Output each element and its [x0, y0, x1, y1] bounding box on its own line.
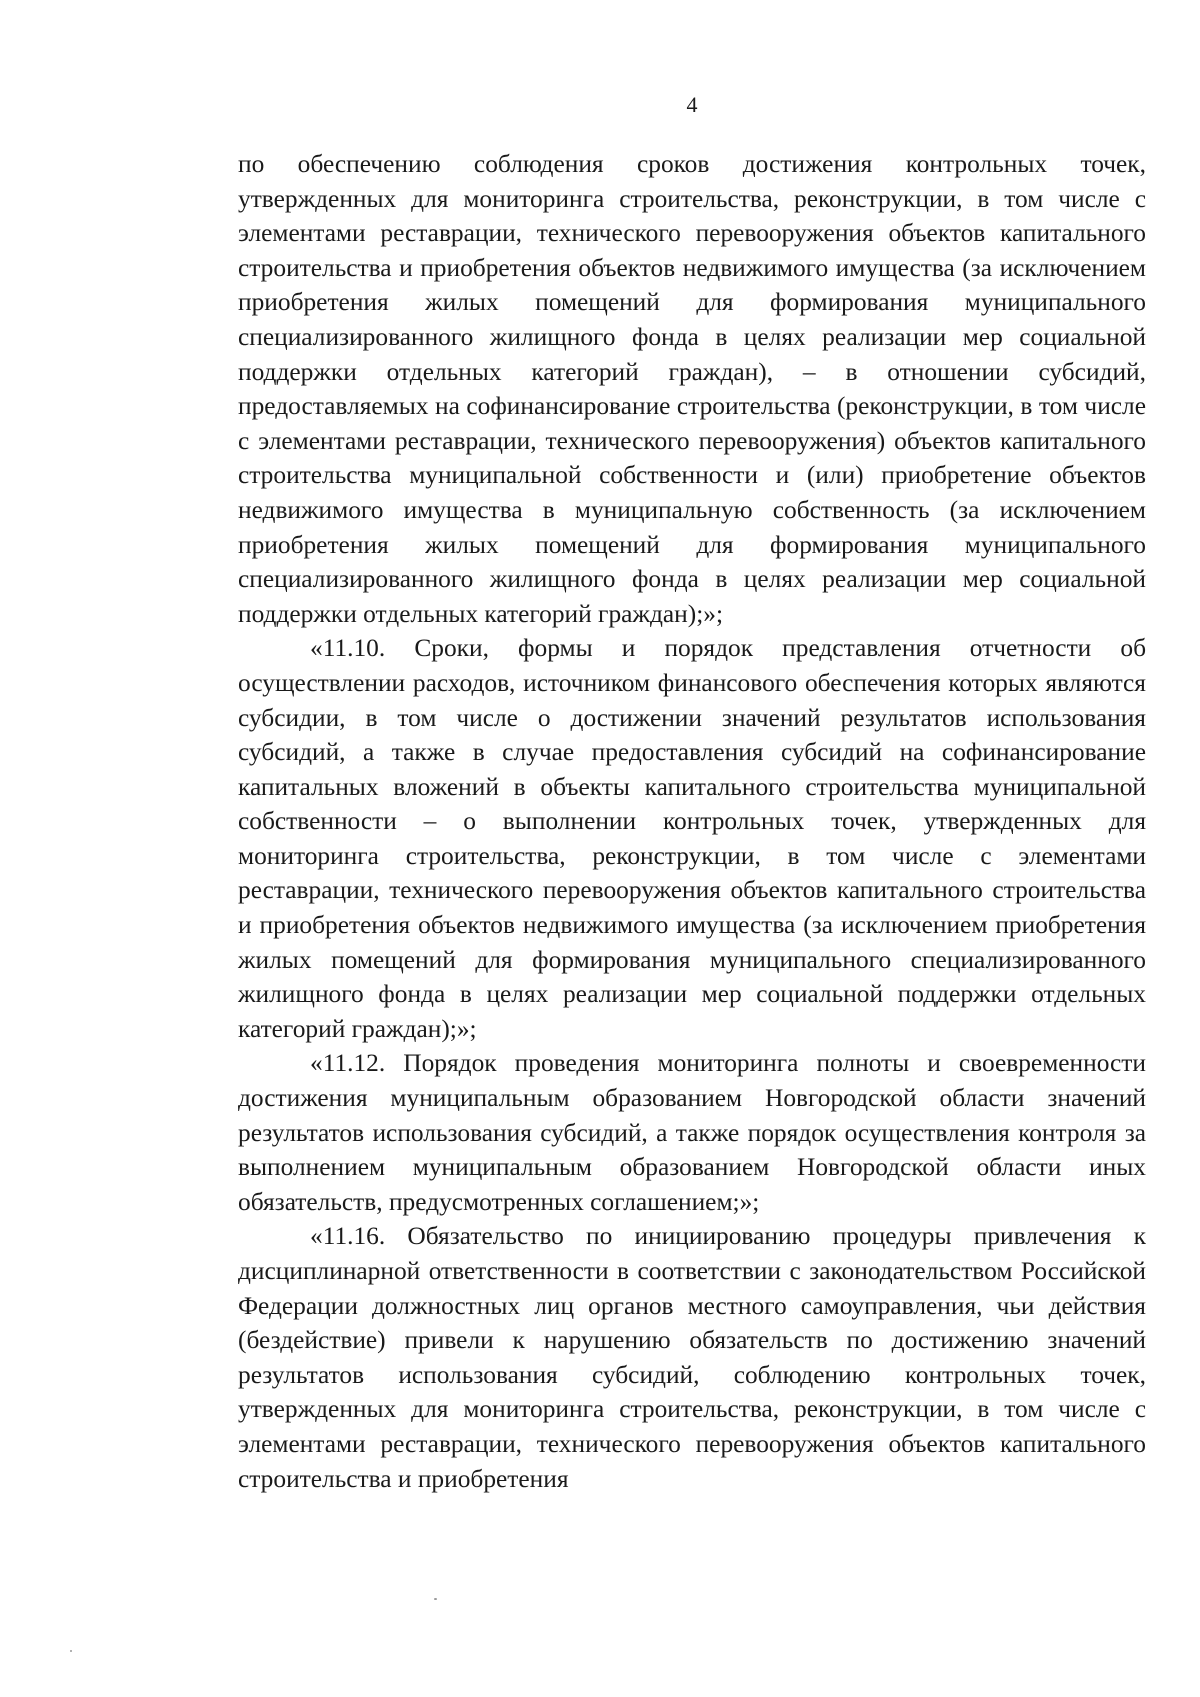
paragraph-item-11-16: «11.16. Обязательство по инициированию процедуры привлечения к дисциплинарной ответственности в соответствии с законодательством Российской Федерации должностных лиц органов местного самоуправления, чьи действия (бездействие) привели к нарушению обязательств по достижению значений результатов использования субсидий, соблюдению контрольных точек, утвержденных для мониторинга строительства, реконструкции, в том числе с элементами реставрации, технического перевооружения объектов капитального строительства и приобретения: [238, 1222, 1146, 1493]
page-number: 4: [686, 92, 698, 117]
scan-speck: [434, 1598, 437, 1600]
paragraph-item-11-10: «11.10. Сроки, формы и порядок представления отчетности об осуществлении расходов, источником финансового обеспечения которых являются субсидии, в том числе о достижении значений результатов использования субсидий, а также в случае предоставления субсидий на софинансирование капитальных вложений в объекты капитального строительства муниципальной собственности – о выполнении контрольных точек, утвержденных для мониторинга строительства, реконструкции, в том числе с элементами реставрации, технического перевооружения объектов капитального строительства и приобретения объектов недвижимого имущества (за исключением приобретения жилых помещений для формирования муниципального специализированного жилищного фонда в целях реализации мер социальной поддержки отдельных категорий граждан);»;: [238, 634, 1146, 1043]
paragraph-continuation: по обеспечению соблюдения сроков достижения контрольных точек, утвержденных для мониторинга строительства, реконструкции, в том числе с элементами реставрации, технического перевооружения объектов капитального строительства и приобретения объектов недвижимого имущества (за исключением приобретения жилых помещений для формирования муниципального специализированного жилищного фонда в целях реализации мер социальной поддержки отдельных категорий граждан), – в отношении субсидий, предоставляемых на софинансирование строительства (реконструкции, в том числе с элементами реставрации, технического перевооружения) объектов капитального строительства муниципальной собственности и (или) приобретение объектов недвижимого имущества в муниципальную собственность (за исключением приобретения жилых помещений для формирования муниципального специализированного жилищного фонда в целях реализации мер социальной поддержки отдельных категорий граждан);»;: [238, 150, 1146, 628]
body-text: [238, 147, 1146, 1496]
scan-speck: [70, 1650, 72, 1652]
paragraph-item-11-12: «11.12. Порядок проведения мониторинга полноты и своевременности достижения муниципальным образованием Новгородской области значений результатов использования субсидий, а также порядок осуществления контроля за выполнением муниципальным образованием Новгородской области иных обязательств, предусмотренных соглашением;»;: [238, 1049, 1146, 1216]
